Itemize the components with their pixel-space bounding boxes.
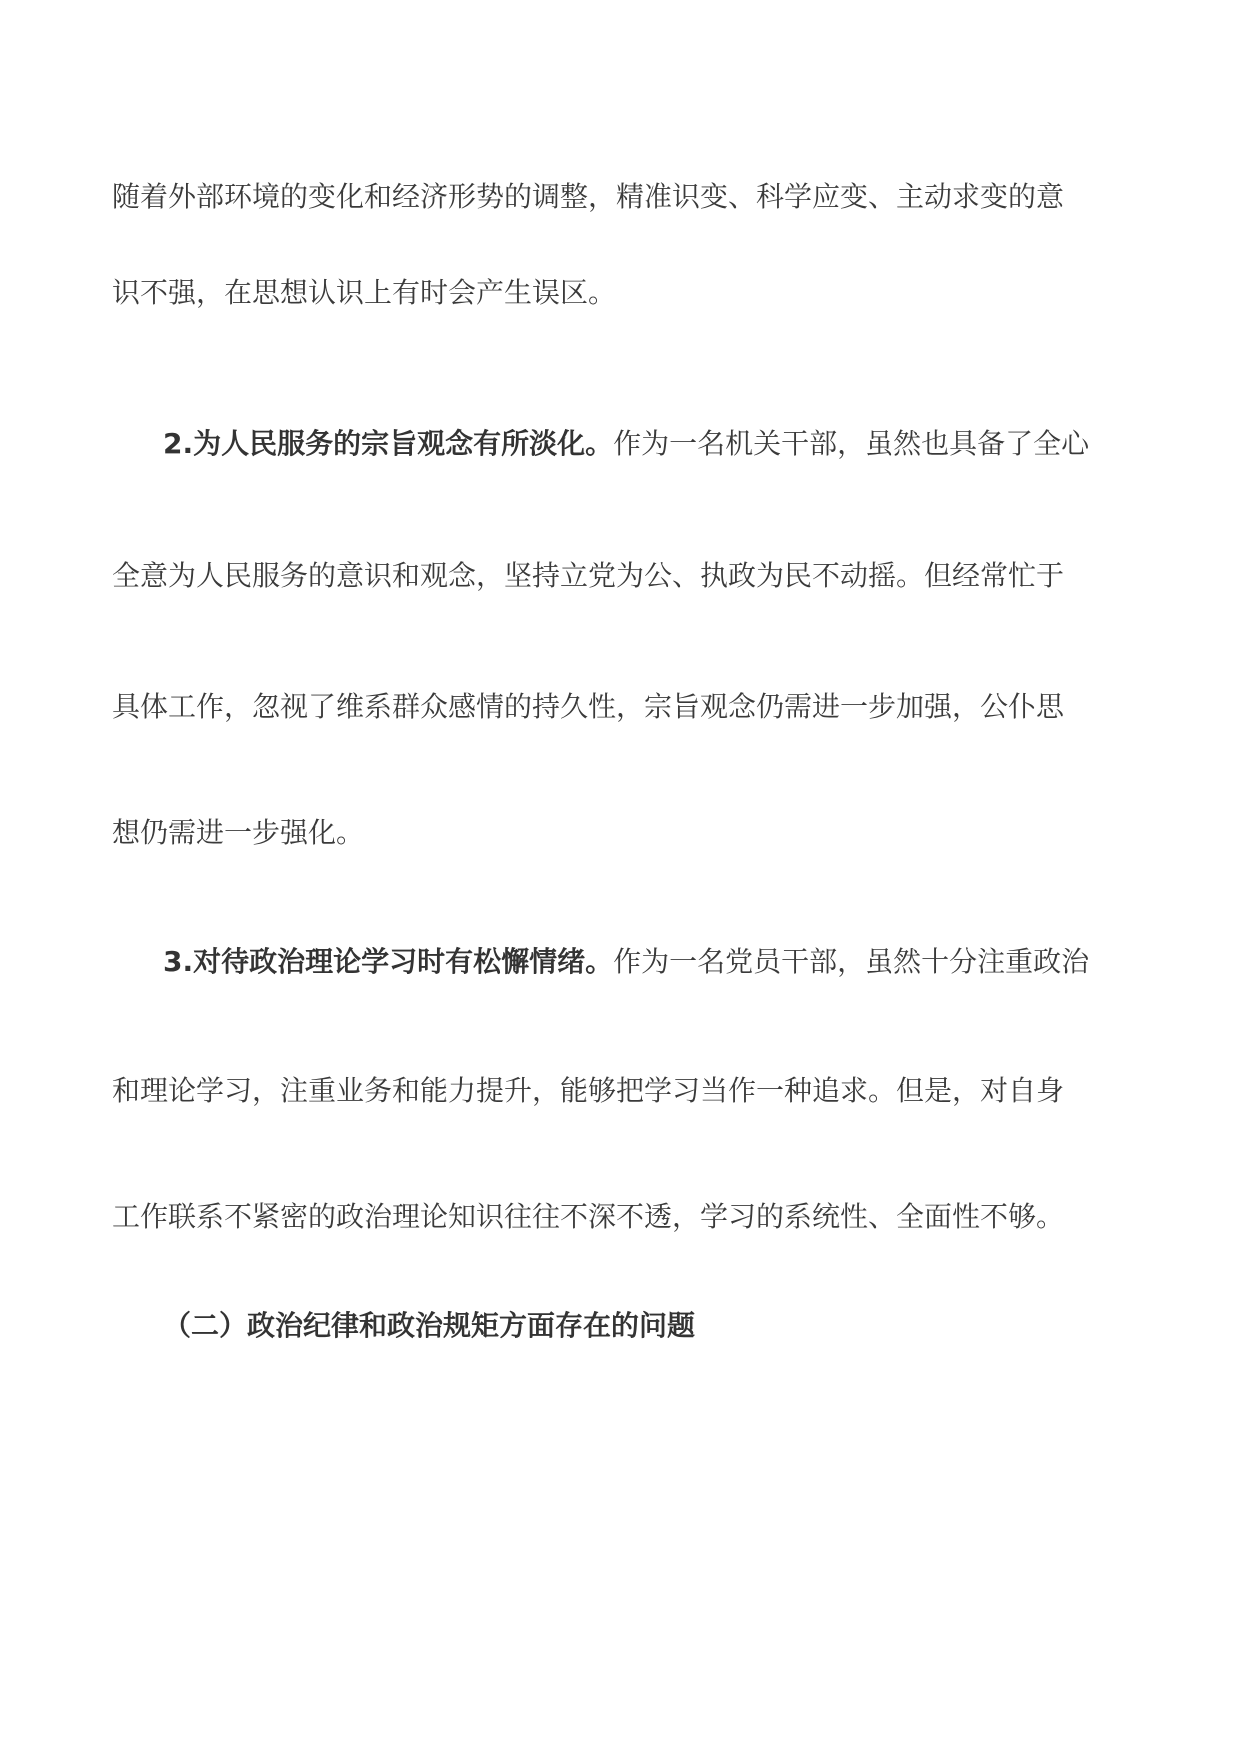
item-2-title: 2.为人民服务的宗旨观念有所淡化。: [163, 427, 614, 460]
paragraph-line: 和理论学习，注重业务和能力提升，能够把学习当作一种追求。但是，对自身: [112, 1074, 1065, 1107]
item-3-text: 作为一名党员干部，虽然十分注重政治: [613, 945, 1090, 978]
paragraph-line: 随着外部环境的变化和经济形势的调整，精准识变、科学应变、主动求变的意: [112, 180, 1065, 213]
paragraph-line: 具体工作，忽视了维系群众感情的持久性，宗旨观念仍需进一步加强，公仆思: [112, 690, 1065, 723]
paragraph-line: 全意为人民服务的意识和观念，坚持立党为公、执政为民不动摇。但经常忙于: [112, 559, 1065, 592]
item-2-text: 作为一名机关干部，虽然也具备了全心: [613, 427, 1090, 460]
paragraph-line: 工作联系不紧密的政治理论知识往往不深不透，学习的系统性、全面性不够。: [112, 1200, 1065, 1233]
paragraph-line: 识不强，在思想认识上有时会产生误区。: [112, 276, 617, 309]
section-heading: （二）政治纪律和政治规矩方面存在的问题: [163, 1309, 696, 1342]
item-3-title: 3.对待政治理论学习时有松懈情绪。: [163, 945, 614, 978]
paragraph-line: 想仍需进一步强化。: [112, 816, 365, 849]
item-3-line: [163, 942, 1132, 982]
item-2-line: [163, 424, 1132, 464]
